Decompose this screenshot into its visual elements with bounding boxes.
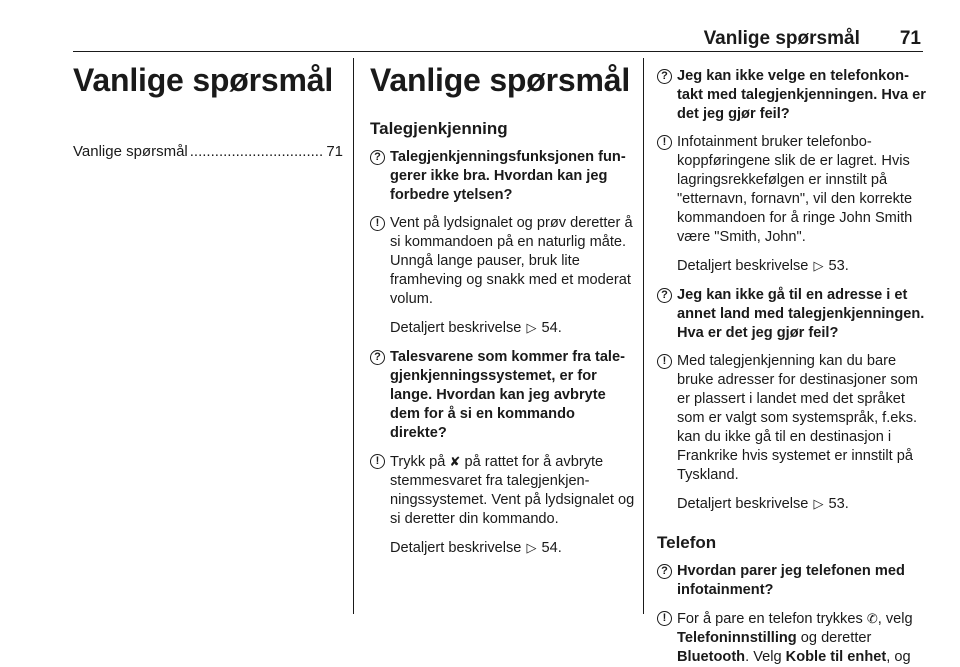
reference-arrow-icon: ▷ [526,320,537,335]
page-number: 71 [899,28,921,49]
column-divider [353,58,354,614]
answer-text: Infotainment bruker telefonbokoppføringene slik de er lagret. Hvis lagringsrekkefølgen er innstilt på "etternavn, fornavn", vil den korrekte kommandoen for å ringe John Smith være "Smith, John". [677,134,913,245]
question-text: Hvordan parer jeg telefonen med infotainment? [677,563,905,598]
detail-reference[interactable]: Detaljert beskrivelse ▷ 53. [677,258,849,274]
question-circle-icon: ? [370,350,385,365]
exclamation-circle-icon: ! [657,354,672,369]
question-circle-icon: ? [657,69,672,84]
detail-reference[interactable]: Detaljert beskrivelse ▷ 53. [677,496,849,512]
subsection-title: Talegjenkjenning [370,119,508,138]
question-text: Talegjenkjenningsfunksjonen fungerer ikke bra. Hvordan kan jeg forbedre ytelsen? [390,149,626,203]
reference-arrow-icon: ▷ [813,258,824,273]
detail-reference[interactable]: Detaljert beskrivelse ▷ 54. [390,540,562,556]
toc-label: Vanlige spørsmål [73,143,188,160]
question-text: Talesvarene som kommer fra talegjenkjenningssystemet, er for lange. Hvordan kan jeg avbryte dem for å si en kommando direkte? [390,349,625,441]
exclamation-circle-icon: ! [657,611,672,626]
toc-leader [190,142,325,162]
section-title: Vanlige spørsmål [370,62,631,98]
question-circle-icon: ? [657,564,672,579]
question-text: Jeg kan ikke velge en telefonkontakt med talegjenkjenningen. Hva er det jeg gjør feil? [677,68,926,122]
column-2 [370,60,635,558]
column-1 [73,60,343,162]
phone-mute-icon: ✆ [866,611,878,626]
question [370,348,635,443]
exclamation-circle-icon: ! [657,135,672,150]
toc-page: 71 [326,143,343,160]
answer [657,609,927,667]
toc-entry[interactable] [73,142,343,162]
answer [370,452,635,558]
column-3 [657,60,927,667]
subsection-title: Telefon [657,533,717,552]
answer [657,133,927,276]
answer-text: Med talegjenkjenning kan du bare bruke adresser for destinasjoner som er plassert i landet med det språket som er valgt som systemspråk, f.eks. kan du ikke gå til en destinasjon i Frankrike hvis systemet er innstilt på Tyskland. [677,353,918,483]
question [657,286,927,343]
question-circle-icon: ? [370,150,385,165]
question [370,148,635,205]
answer [657,352,927,514]
question-circle-icon: ? [657,288,672,303]
answer [370,214,635,338]
exclamation-circle-icon: ! [370,454,385,469]
header-rule [73,51,923,52]
answer-text: For å pare en telefon trykkes ✆, velg Telefoninnstilling og deretter Bluetooth. Velg Koble til enhet, og [677,611,913,665]
reference-arrow-icon: ▷ [813,496,824,511]
answer-text: Vent på lydsignalet og prøv deretter å si kommandoen på en naturlig måte. Unngå lange pauser, bruk lite framheving og snakk med et moderat volum. [390,215,633,307]
header-title: Vanlige spørsmål [703,28,860,49]
question [657,562,927,600]
voice-control-icon: ✘ [449,454,461,469]
detail-reference[interactable]: Detaljert beskrivelse ▷ 54. [390,320,562,336]
exclamation-circle-icon: ! [370,216,385,231]
question-text: Jeg kan ikke gå til en adresse i et annet land med talegjenkjenningen. Hva er det jeg gjør feil? [677,287,925,341]
answer-text: Trykk på ✘ på rattet for å avbryte stemmesvaret fra talegjenkjenningssystemet. Vent på lydsignalet og si deretter din kommando. [390,454,635,527]
question [657,67,927,124]
page-header [73,28,921,50]
chapter-title: Vanlige spørsmål [73,62,334,98]
reference-arrow-icon: ▷ [526,540,537,555]
column-divider [643,58,644,614]
